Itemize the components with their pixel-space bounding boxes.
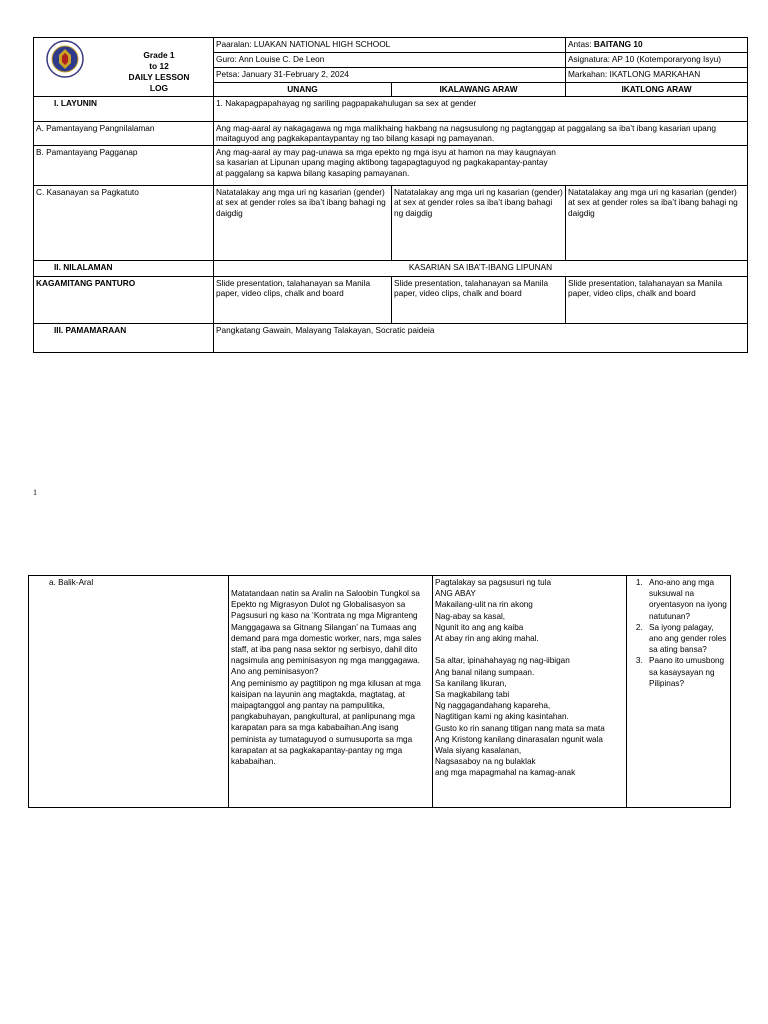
- grade-line-2: to 12: [149, 61, 169, 71]
- kagamitang-label: KAGAMITANG PANTURO: [34, 276, 214, 323]
- balik-aral-label-text: a. Balik-Aral: [49, 578, 94, 587]
- kagamitang-day3: Slide presentation, talahanayan sa Manila paper, video clips, chalk and board: [566, 276, 748, 323]
- balik-aral-day2: [433, 576, 627, 808]
- list-item: 2. Sa iyong palagay, ano ang gender roles sa ating bansa?: [645, 622, 728, 656]
- balik-aral-day3: [627, 576, 731, 808]
- antas-label: Antas:: [568, 39, 594, 49]
- pagganap-text: Ang mag-aaral ay may pag-unawa sa mga epekto ng mga isyu at hamon na may kaugnayan sa kasarian at Lipunan upang maging aktibong tagapagtaguyod ng pagkakapantay-pantay at paggalang sa kapwa bilang kasaping pamayanan.: [216, 146, 556, 178]
- list-item: 1. Ano-ano ang mga suksuwal na oryentasyon na iyong natutunan?: [645, 577, 728, 622]
- balik-aral-day1: [229, 576, 433, 808]
- nilalaman-label: II. NILALAMAN: [34, 260, 214, 276]
- day3-header: IKATLONG ARAW: [566, 83, 748, 97]
- balik-aral-label: [29, 576, 229, 808]
- layunin-value: 1. Nakapagpapahayag ng sariling pagpapakahulugan sa sex at gender: [214, 96, 748, 121]
- kasanayan-day2: Natatalakay ang mga uri ng kasarian (gender) at sex at gender roles sa iba’t ibang bahagi ng daigdig: [392, 185, 566, 260]
- pamamaraan-value: Pangkatang Gawain, Malayang Talakayan, Socratic paideia: [214, 323, 748, 352]
- day1-header: UNANG: [214, 83, 392, 97]
- kasanayan-day1: Natatalakay ang mga uri ng kasarian (gender) at sex at gender roles sa iba’t ibang bahagi ng daigdig: [214, 185, 392, 260]
- balik-aral-day1-text: Matatandaan natin sa Aralin na Saloobin Tungkol sa Epekto ng Migrasyon Dulot ng Globalisasyon sa Pagsusuri ng kaso na ‘Kontrata ng mga Migranteng Manggagawa sa Gitnang Silangan’ na Tumaas ang demand para mga domestic worker, nars, mga sales staff, at iba pang nasa sektor ng serbisyo, dahil dito nagsimula ang peminisasyon ng mga manggagawa. Ano ang peminisasyon? Ang peminismo ay pagtitipon ng mga kilusan at mga kaisipan na layunin ang magtakda, magtatag, at maipagtanggol ang pantay na pampulitika, pangkabuhayan, pangkultural, at panlipunang mga karapatan para sa mga kababaihan.Ang isang peminista ay tumataguyod o sumusuporta sa mga karapatan at sa pagkakapantay-pantay ng mga kababaihan.: [231, 589, 422, 767]
- header-logo-cell: [34, 38, 214, 97]
- day2-header: IKALAWANG ARAW: [392, 83, 566, 97]
- kagamitang-day2: Slide presentation, talahanayan sa Manila paper, video clips, chalk and board: [392, 276, 566, 323]
- pangnilalaman-label: A. Pamantayang Pangnilalaman: [34, 121, 214, 145]
- markahan-field: Markahan: IKATLONG MARKAHAN: [566, 68, 748, 83]
- deped-seal-icon: [46, 40, 84, 81]
- kasanayan-label: C. Kasanayan sa Pagkatuto: [34, 185, 214, 260]
- balik-aral-table: [28, 575, 731, 808]
- guro-field: Guro: Ann Louise C. De Leon: [214, 53, 566, 68]
- page-number: 1: [33, 488, 37, 497]
- pangnilalaman-value: Ang mag-aaral ay nakagagawa ng mga malikhaing hakbang na nagsusulong ng pagtanggap at paggalang sa iba’t ibang kasarian upang maitaguyod ang pagkakapantaypantay ng tao bilang kasapi ng pamayanan.: [214, 121, 748, 145]
- pamamaraan-label: III. PAMAMARAAN: [34, 323, 214, 352]
- balik-aral-day2-text: Pagtalakay sa pagsusuri ng tula ANG ABAY Makailang-ulit na rin akong Nag-abay sa kasal, Ngunit ito ang ang kaiba At abay rin ang aking mahal. Sa altar, ipinahahayag ng nag-iibigan Ang banal nilang sumpaan. Sa kanilang likuran, Sa magkabilang tabi Ng naggagandahang kapareha, Nagtitigan kami ng aking kasintahan. Gusto ko rin sanang titigan nang mata sa mata Ang Kristong kanilang dinarasalan ngunit wala Wala siyang kasalanan, Nagsasaboy na ng bulaklak ang mga mapagmahal na kamag-anak: [435, 578, 605, 778]
- question-list: [629, 577, 728, 689]
- list-item: 3. Paano ito umusbong sa kasaysayan ng Pilipinas?: [645, 655, 728, 689]
- paaralan-field: Paaralan: LUAKAN NATIONAL HIGH SCHOOL: [214, 38, 566, 53]
- pagganap-value: [214, 145, 748, 185]
- grade-line-1: Grade 1: [143, 50, 175, 60]
- layunin-label: I. LAYUNIN: [34, 96, 214, 121]
- pagganap-label: B. Pamantayang Pagganap: [34, 145, 214, 185]
- petsa-field: Petsa: January 31-February 2, 2024: [214, 68, 566, 83]
- kagamitang-day1: Slide presentation, talahanayan sa Manila paper, video clips, chalk and board: [214, 276, 392, 323]
- antas-value: BAITANG 10: [593, 39, 643, 49]
- grade-line-3: DAILY LESSON: [128, 72, 190, 82]
- nilalaman-value: KASARIAN SA IBA’T-IBANG LIPUNAN: [214, 260, 748, 276]
- lesson-log-header-table: [33, 37, 748, 353]
- asignatura-field: Asignatura: AP 10 (Kotemporaryong Isyu): [566, 53, 748, 68]
- antas-field: [566, 38, 748, 53]
- kasanayan-day3: Natatalakay ang mga uri ng kasarian (gender) at sex at gender roles sa iba’t ibang bahagi ng daigdig: [566, 185, 748, 260]
- grade-line-4: LOG: [149, 83, 169, 93]
